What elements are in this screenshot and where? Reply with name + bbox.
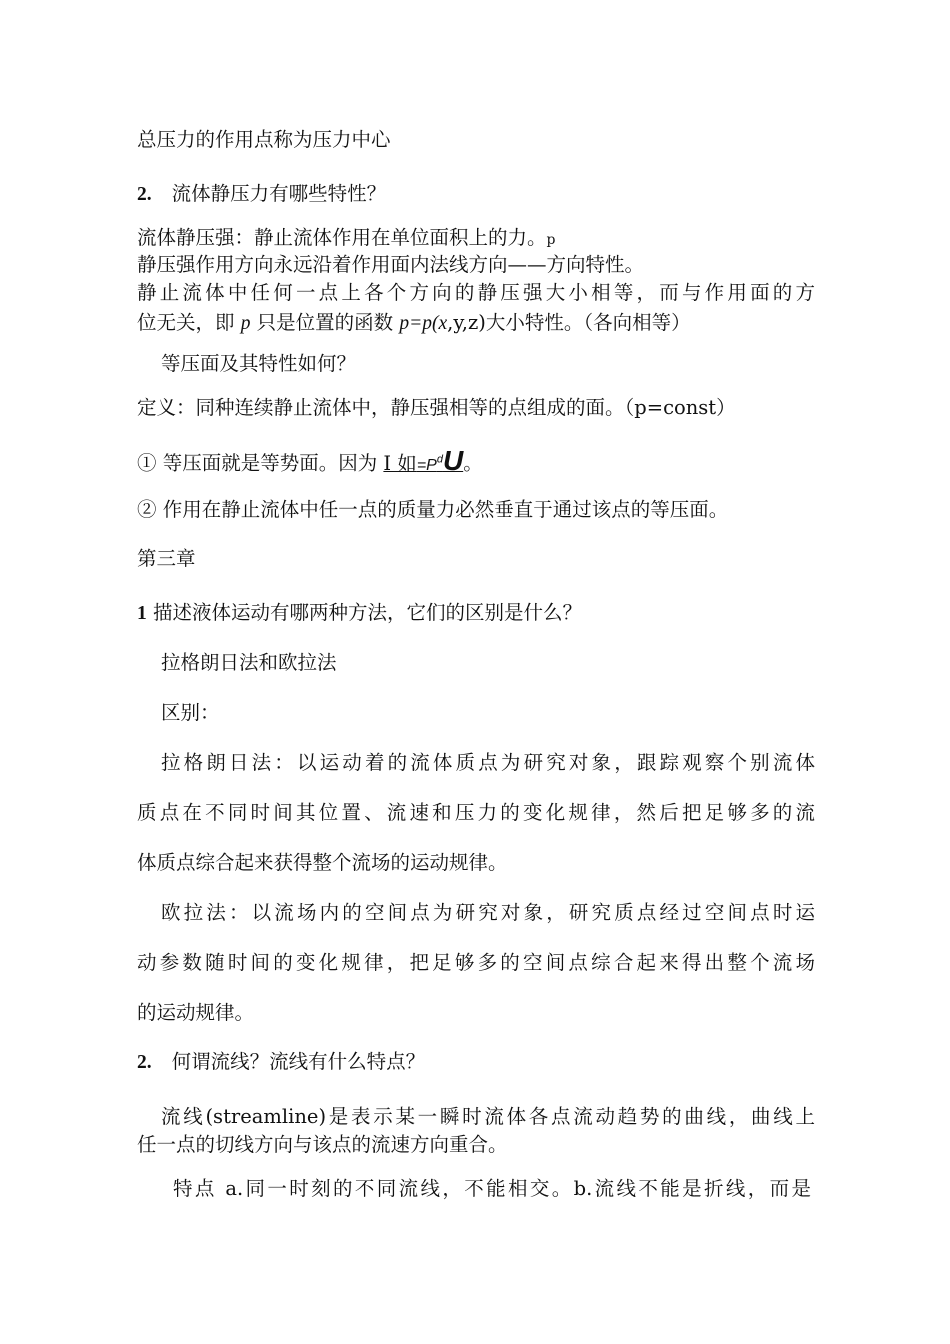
question-heading bbox=[137, 600, 582, 627]
text-line: 特点 a.同一时刻的不同流线，不能相交。b.流线不能是折线，而是 bbox=[173, 1177, 811, 1200]
text-line: 定义：同种连续静止流体中，静压强相等的点组成的面。（p=const） bbox=[137, 396, 736, 419]
text-line: 总压力的作用点称为压力中心 bbox=[137, 128, 391, 151]
question-number: 2. bbox=[137, 1052, 152, 1073]
text-line bbox=[137, 446, 483, 479]
text-span: 流体静压强：静止流体作用在单位面积上的力。 bbox=[137, 226, 547, 249]
text-line: 拉格朗日法：以运动着的流体质点为研究对象，跟踪观察个别流体 bbox=[161, 751, 815, 774]
text-line: 动参数随时间的变化规律，把足够多的空间点综合起来得出整个流场 bbox=[137, 951, 815, 974]
text-span: p bbox=[240, 313, 251, 334]
question-text: 描述液体运动有哪两种方法，它们的区别是什么？ bbox=[146, 601, 582, 624]
question-heading bbox=[137, 1049, 425, 1076]
formula: p=p(x bbox=[399, 313, 448, 334]
text-line: 流线(streamline)是表示某一瞬时流体各点流动趋势的曲线，曲线上 bbox=[161, 1105, 815, 1128]
text-span: 位无关，即 bbox=[137, 311, 241, 334]
question-number: 2. bbox=[137, 184, 152, 205]
text-span: ,y,z)大小特性。（各向相等） bbox=[447, 311, 691, 334]
text-line: 拉格朗日法和欧拉法 bbox=[161, 651, 337, 674]
text-span: 。 bbox=[463, 451, 483, 475]
question-text: 何谓流线？流线有什么特点？ bbox=[171, 1050, 426, 1073]
text-span: ① 等压面就是等势面。因为 bbox=[137, 451, 384, 475]
formula-garbled: I 如$=P^dU$ bbox=[383, 444, 464, 476]
text-span: 只是位置的函数 bbox=[250, 311, 400, 334]
text-line: 等压面及其特性如何？ bbox=[161, 352, 357, 375]
text-line: 静压强作用方向永远沿着作用面内法线方向——方向特性。 bbox=[137, 253, 645, 276]
text-line: 区别： bbox=[161, 701, 220, 724]
text-line bbox=[137, 310, 691, 337]
question-number: 1 bbox=[137, 603, 147, 624]
question-text: 流体静压力有哪些特性？ bbox=[171, 182, 387, 205]
text-line: 体质点综合起来获得整个流场的运动规律。 bbox=[137, 851, 508, 874]
text-line: ② 作用在静止流体中任一点的质量力必然垂直于通过该点的等压面。 bbox=[137, 498, 729, 521]
question-heading bbox=[137, 181, 386, 208]
text-span: p bbox=[546, 232, 556, 248]
text-line: 的运动规律。 bbox=[137, 1001, 255, 1024]
chapter-heading: 第三章 bbox=[137, 547, 196, 570]
text-line: 任一点的切线方向与该点的流速方向重合。 bbox=[137, 1133, 508, 1156]
text-line: 质点在不同时间其位置、流速和压力的变化规律，然后把足够多的流 bbox=[137, 801, 815, 824]
text-line: 静止流体中任何一点上各个方向的静压强大小相等，而与作用面的方 bbox=[137, 281, 815, 304]
text-line bbox=[137, 225, 555, 253]
text-line: 欧拉法：以流场内的空间点为研究对象，研究质点经过空间点时运 bbox=[161, 901, 815, 924]
